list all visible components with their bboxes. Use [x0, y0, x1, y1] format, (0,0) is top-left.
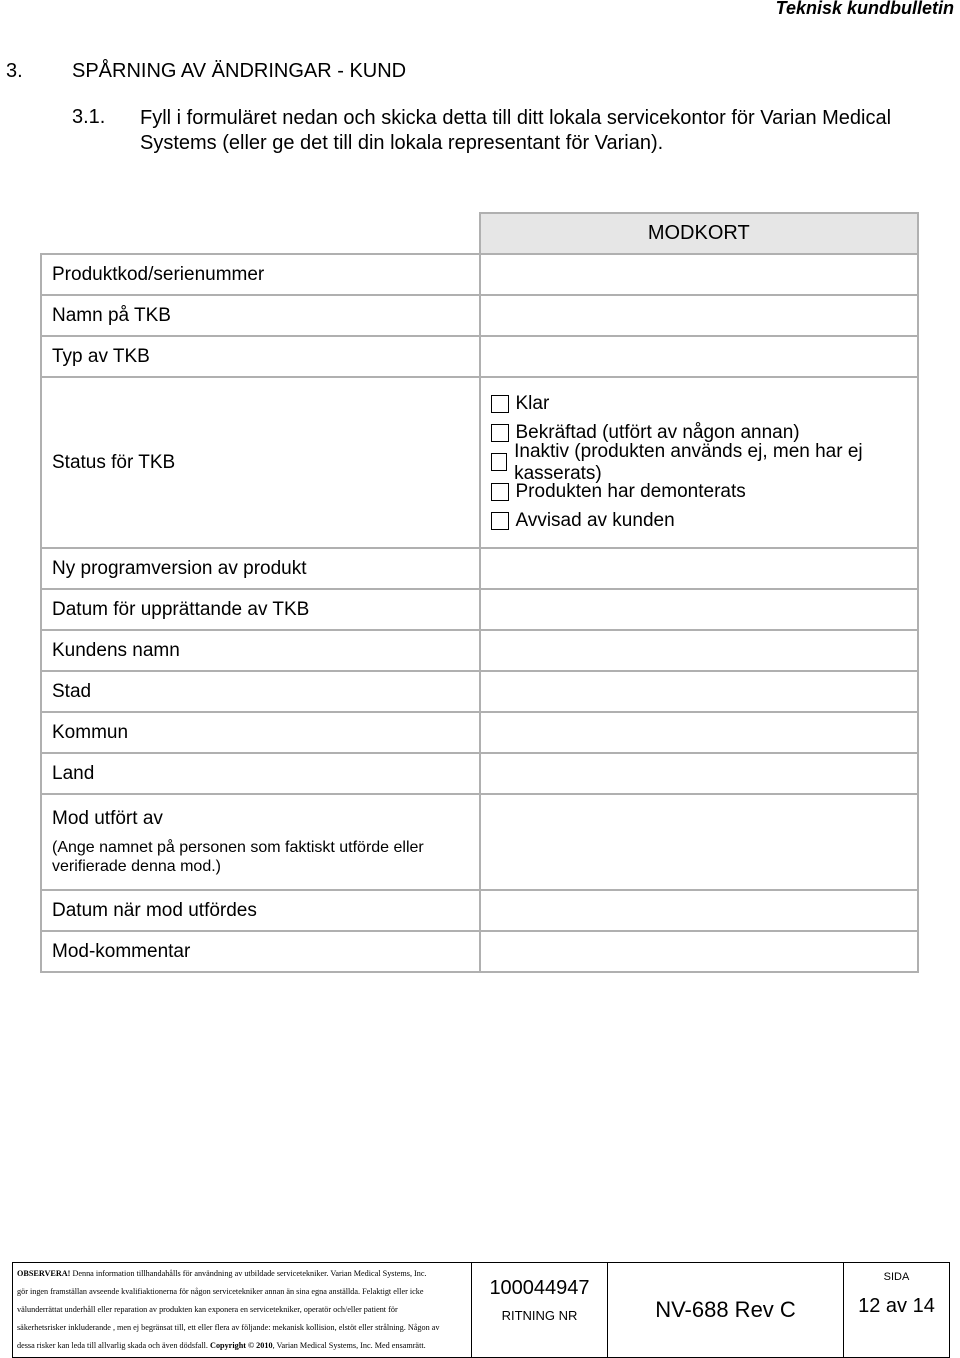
status-option-label: Bekräftad (utfört av någon annan) — [515, 422, 800, 444]
form-column-header: MODKORT — [480, 213, 919, 254]
status-option-rejected[interactable] — [491, 506, 918, 535]
notice-label: OBSERVERA! — [17, 1269, 71, 1278]
bulletin-title: Teknisk kundbulletin — [775, 0, 954, 18]
footer-page-cell — [844, 1263, 950, 1358]
section-title: SPÅRNING AV ÄNDRINGAR - KUND — [72, 60, 407, 82]
status-option-inactive[interactable] — [491, 440, 918, 484]
checkbox-rejected[interactable] — [491, 512, 509, 530]
footer-notice — [13, 1263, 472, 1358]
notice-line: säkerhetsrisker inkluderande , men ej begränsat till, ett eller flera av följande: mekanisk kollision, elstöt eller strålning. Någon av — [17, 1323, 440, 1332]
checkbox-dismantled[interactable] — [491, 483, 509, 501]
field-city[interactable] — [480, 671, 919, 712]
field-tkb-name[interactable] — [480, 295, 919, 336]
field-mod-date[interactable] — [480, 890, 919, 931]
field-mod-performed-by[interactable] — [480, 794, 919, 890]
label-tkb-status: Status för TKB — [41, 377, 480, 548]
status-option-label: Klar — [515, 392, 550, 414]
field-product-code[interactable] — [480, 254, 919, 295]
status-option-label: Inaktiv (produkten används ej, men har ej kasserats) — [514, 440, 863, 484]
form-corner — [41, 213, 480, 254]
field-tkb-status — [480, 377, 919, 548]
status-option-label: Avvisad av kunden — [515, 510, 675, 532]
subsection-instructions: Fyll i formuläret nedan och skicka detta till ditt lokala servicekontor för Varian Medical Systems (eller ge det till din lokala representant för Varian). — [140, 107, 892, 154]
document-footer — [12, 1262, 950, 1358]
label-city: Stad — [41, 671, 480, 712]
field-customer-name[interactable] — [480, 630, 919, 671]
notice-line: välunderrättat underhåll eller reparation av produkten kan exponera en servicetekniker, operatör och/eller patient för — [17, 1305, 398, 1314]
status-option-klar[interactable] — [491, 389, 918, 418]
field-tkb-created-date[interactable] — [480, 589, 919, 630]
drawing-label: RITNING NR — [501, 1308, 578, 1323]
label-new-program-version: Ny programversion av produkt — [41, 548, 480, 589]
page-number: 12 av 14 — [858, 1295, 935, 1317]
label-tkb-type: Typ av TKB — [41, 336, 480, 377]
label-country: Land — [41, 753, 480, 794]
revision: NV-688 Rev C — [608, 1263, 844, 1358]
mod-performed-by-note: (Ange namnet på personen som faktiskt utförde eller verifierade denna mod.) — [52, 839, 424, 875]
notice-line: dessa risker kan leda till allvarlig skada och även dödsfall. — [17, 1341, 208, 1350]
footer-drawing-cell — [472, 1263, 608, 1358]
page-label: SIDA — [883, 1271, 910, 1283]
mod-performed-by-title: Mod utfört av — [52, 808, 163, 829]
label-mod-date: Datum när mod utfördes — [41, 890, 480, 931]
label-product-code: Produktkod/serienummer — [41, 254, 480, 295]
label-municipality: Kommun — [41, 712, 480, 753]
modification-form — [40, 212, 919, 973]
notice-line: gör ingen framställan avseende kvalifiaktionerna för någon servicetekniker annan än sina egna anställda. Felaktigt eller icke — [17, 1287, 424, 1296]
label-tkb-name: Namn på TKB — [41, 295, 480, 336]
checkbox-klar[interactable] — [491, 395, 509, 413]
label-mod-performed-by — [41, 794, 480, 890]
field-mod-comment[interactable] — [480, 931, 919, 972]
subsection-number: 3.1. — [72, 106, 106, 128]
label-customer-name: Kundens namn — [41, 630, 480, 671]
checkbox-inactive[interactable] — [491, 453, 508, 471]
section-number: 3. — [6, 60, 23, 82]
checkbox-confirmed[interactable] — [491, 424, 509, 442]
drawing-number: 100044947 — [489, 1277, 590, 1299]
copyright-tail: , Varian Medical Systems, Inc. Med ensamrätt. — [272, 1341, 426, 1350]
label-mod-comment: Mod-kommentar — [41, 931, 480, 972]
label-tkb-created-date: Datum för upprättande av TKB — [41, 589, 480, 630]
field-municipality[interactable] — [480, 712, 919, 753]
notice-line: Denna information tillhandahålls för användning av utbildade servicetekniker. Varian Medical Systems, Inc. — [72, 1269, 427, 1278]
copyright: Copyright © 2010 — [210, 1341, 273, 1350]
field-country[interactable] — [480, 753, 919, 794]
field-tkb-type[interactable] — [480, 336, 919, 377]
status-option-label: Produkten har demonterats — [515, 480, 746, 502]
field-new-program-version[interactable] — [480, 548, 919, 589]
